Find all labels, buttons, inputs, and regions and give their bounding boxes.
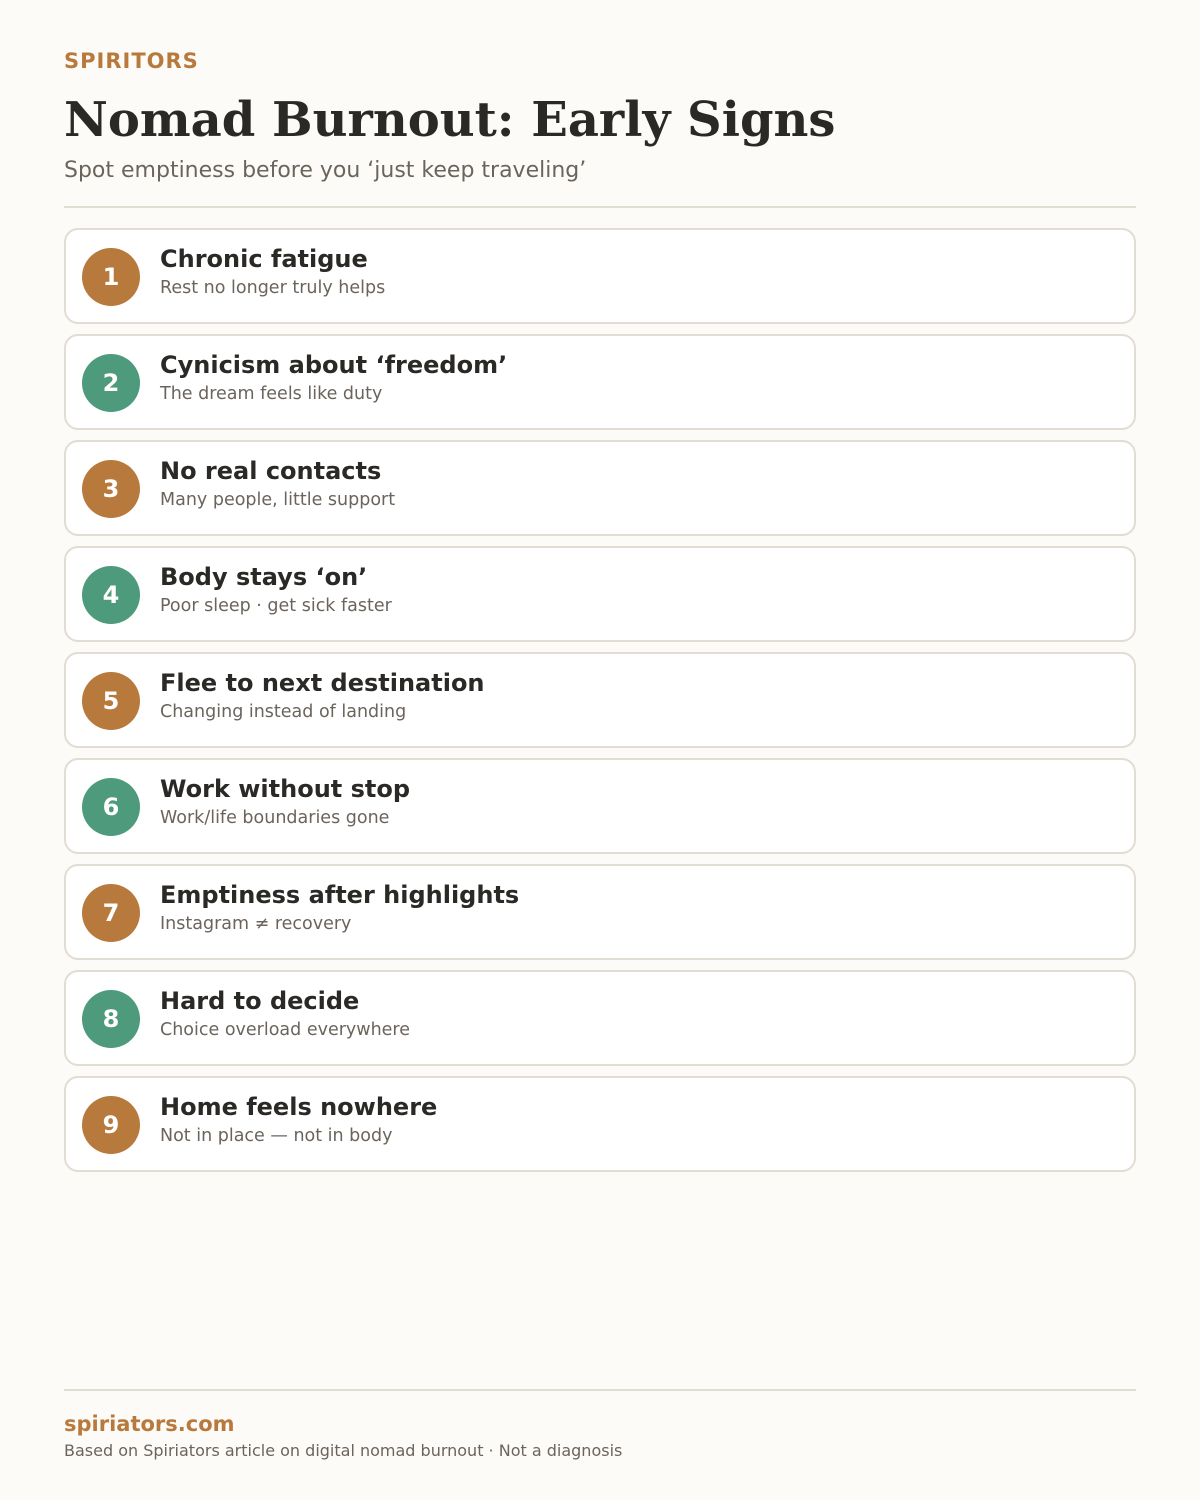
item-title: Chronic fatigue: [160, 245, 368, 273]
number-badge: 7: [82, 884, 140, 942]
list-item: [64, 546, 1136, 642]
item-title: Body stays ‘on’: [160, 563, 368, 591]
item-title: Work without stop: [160, 775, 411, 803]
item-subtitle: Choice overload everywhere: [160, 1020, 411, 1040]
item-subtitle: Work/life boundaries gone: [160, 808, 390, 828]
item-subtitle: The dream feels like duty: [160, 384, 383, 404]
item-subtitle: Poor sleep · get sick faster: [160, 596, 392, 616]
list-item: [64, 334, 1136, 430]
number-badge: 4: [82, 566, 140, 624]
number-badge: 1: [82, 248, 140, 306]
item-title: Flee to next destination: [160, 669, 485, 697]
number-badge: 5: [82, 672, 140, 730]
list-item: [64, 228, 1136, 324]
list-item: [64, 1076, 1136, 1172]
list-item: [64, 970, 1136, 1066]
number-badge: 9: [82, 1096, 140, 1154]
number-badge: 6: [82, 778, 140, 836]
footer-divider: [64, 1389, 1136, 1391]
item-subtitle: Not in place — not in body: [160, 1126, 393, 1146]
number-badge: 2: [82, 354, 140, 412]
header-divider: [64, 206, 1136, 208]
page-title: Nomad Burnout: Early Signs: [64, 92, 836, 148]
footer-note: Based on Spiriators article on digital nomad burnout · Not a diagnosis: [64, 1441, 623, 1460]
number-badge: 8: [82, 990, 140, 1048]
page-subtitle: Spot emptiness before you ‘just keep traveling’: [64, 158, 587, 183]
item-title: Hard to decide: [160, 987, 360, 1015]
number-badge: 3: [82, 460, 140, 518]
list-item: [64, 864, 1136, 960]
item-title: Cynicism about ‘freedom’: [160, 351, 508, 379]
signs-list: [64, 228, 1136, 1182]
item-subtitle: Rest no longer truly helps: [160, 278, 386, 298]
item-title: Emptiness after highlights: [160, 881, 520, 909]
item-subtitle: Many people, little support: [160, 490, 396, 510]
item-subtitle: Instagram ≠ recovery: [160, 914, 352, 934]
item-title: No real contacts: [160, 457, 382, 485]
item-subtitle: Changing instead of landing: [160, 702, 407, 722]
list-item: [64, 758, 1136, 854]
brand-label: SPIRITORS: [64, 49, 199, 73]
list-item: [64, 652, 1136, 748]
footer-website-link[interactable]: spiriators.com: [64, 1412, 235, 1436]
item-title: Home feels nowhere: [160, 1093, 438, 1121]
list-item: [64, 440, 1136, 536]
